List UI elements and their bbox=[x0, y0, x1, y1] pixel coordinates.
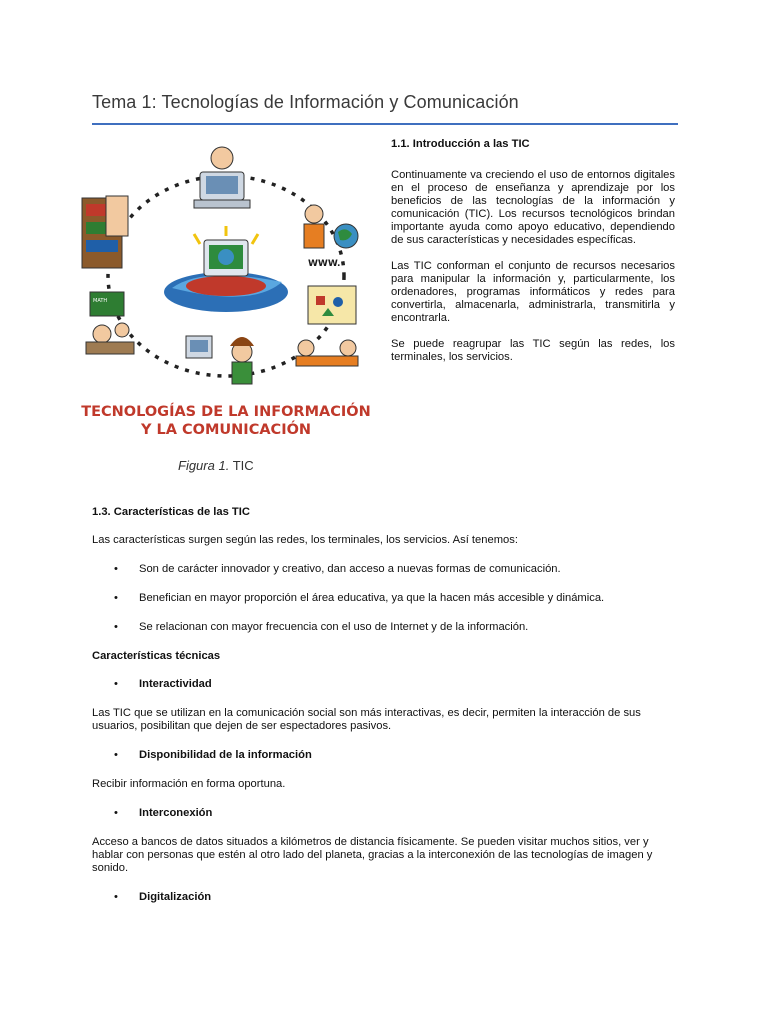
feature-title: Disponibilidad de la información bbox=[139, 749, 312, 761]
intro-paragraph: Las TIC conforman el conjunto de recursos necesarios para manipular la información y, particularmente, los ordenadores, programas informáticos y redes para convertirla, almacenarla, administrarla, transmitirla y encontrarla. bbox=[391, 260, 675, 324]
feature-title: Digitalización bbox=[139, 891, 212, 903]
list-item bbox=[92, 749, 678, 762]
list-item bbox=[92, 678, 678, 691]
feature-title: Interconexión bbox=[139, 807, 213, 819]
bullet-icon: • bbox=[114, 749, 118, 761]
list-item bbox=[92, 807, 678, 820]
caption-text: TIC bbox=[229, 458, 254, 473]
feature-text: Recibir información en forma oportuna. bbox=[92, 778, 286, 790]
list-item bbox=[92, 891, 678, 904]
intro-paragraph: Continuamente va creciendo el uso de entornos digitales en el proceso de enseñanza y aprendizaje por los beneficios de las tecnologías de la información y comunicación (TIC). Los recursos tecnológicos brindan importante ayuda como apoyo educativo, dependiendo de sus características y necesidades específicas. bbox=[391, 169, 675, 246]
bullet-icon: • bbox=[114, 563, 118, 575]
characteristics-section bbox=[92, 506, 678, 920]
feature-text: Acceso a bancos de datos situados a kilómetros de distancia físicamente. Se pueden visitar muchos sitios, ver y hablar con personas que estén al otro lado del planeta, gracias a la interconexión de las tecnologías de imagen y sonido. bbox=[92, 836, 653, 874]
person-computer-top-icon bbox=[194, 147, 250, 208]
intro-paragraph: Se puede reagrupar las TIC según las redes, los terminales, los servicios. bbox=[391, 338, 675, 363]
list-item-text: Benefician en mayor proporción el área educativa, ya que la hacen más accesible y dinámica. bbox=[139, 592, 605, 604]
bullet-icon: • bbox=[114, 807, 118, 819]
classroom-icon bbox=[86, 292, 134, 354]
bullet-icon: • bbox=[114, 678, 118, 690]
globe-person-icon bbox=[304, 205, 358, 269]
tic-illustration bbox=[76, 136, 376, 456]
intro-section bbox=[391, 138, 675, 377]
bullet-icon: • bbox=[114, 621, 118, 633]
svg-text:MATH: MATH bbox=[93, 298, 108, 304]
www-sign-text: WWW. bbox=[308, 259, 341, 269]
feature-text: Las TIC que se utilizan en la comunicación social son más interactivas, es decir, permiten la interacción de sus usuarios, posibilitan que dejen de ser espectadores pasivos. bbox=[92, 707, 641, 732]
page-title: Tema 1: Tecnologías de Información y Comunicación bbox=[92, 92, 519, 112]
kids-board-icon bbox=[296, 286, 358, 366]
caption-prefix: Figura 1. bbox=[178, 458, 230, 473]
intro-heading: 1.1. Introducción a las TIC bbox=[391, 138, 530, 150]
bullet-icon: • bbox=[114, 592, 118, 604]
central-computer-icon bbox=[164, 226, 288, 312]
feature-title: Interactividad bbox=[139, 678, 212, 690]
subheading: Características técnicas bbox=[92, 650, 221, 662]
bookshelf-icon bbox=[82, 196, 128, 268]
section-heading: 1.3. Características de las TIC bbox=[92, 506, 250, 518]
list-item-text: Se relacionan con mayor frecuencia con el uso de Internet y de la información. bbox=[139, 621, 529, 633]
bullet-icon: • bbox=[114, 891, 118, 903]
list-item bbox=[92, 592, 678, 605]
list-item bbox=[92, 563, 678, 576]
figure-caption bbox=[178, 458, 254, 473]
title-underline bbox=[92, 123, 678, 125]
image-title-line1: TECNOLOGÍAS DE LA INFORMACIÓN bbox=[81, 404, 371, 420]
list-item-text: Son de carácter innovador y creativo, dan acceso a nuevas formas de comunicación. bbox=[139, 563, 561, 575]
section-intro: Las características surgen según las redes, los terminales, los servicios. Así tenemos: bbox=[92, 534, 518, 546]
list-item bbox=[92, 621, 678, 634]
image-title-line2: Y LA COMUNICACIÓN bbox=[140, 422, 312, 438]
